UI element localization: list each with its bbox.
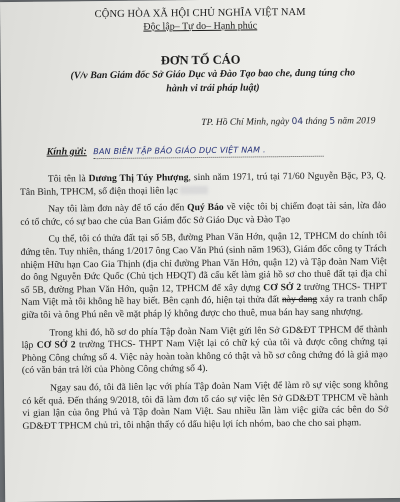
- p1-text-b: , sinh năm 1971, trú tại 71/60 Nguyễn Bặc, P3, Q. Tân Bình, TPHCM, số điện thoại liên lạc: [19, 170, 386, 198]
- p4-text-b: trường THCS- THPT Nam Việt lại có chữ ký của tôi và được công chứng tại Phòng Công chứng số 4. Việc này hoàn toàn không có thật và hồ sơ công chứng đó là giả mạo (có văn bản trả lời của Phòng Công chứng số 4).: [21, 336, 388, 377]
- paragraph-1: [20, 170, 386, 199]
- p3-text-c: xảy ra tranh chấp giữa tôi và ông Phú nên về mặt pháp lý không được cho thuê, mua bán hay sang nhượng.: [21, 293, 388, 321]
- motto-text: Độc lập– Tự do– Hạnh phúc: [143, 20, 258, 33]
- document-body: [20, 170, 389, 438]
- paragraph-4: [21, 324, 388, 378]
- date-line: [201, 116, 375, 128]
- date-month: 5: [329, 116, 336, 127]
- recipient-handwritten: BAN BIÊN TẬP BÁO GIÁO DỤC VIỆT NAM .: [93, 145, 266, 157]
- p2-bold: Quý Báo: [187, 201, 224, 214]
- redacted-phone: [180, 186, 208, 194]
- date-month-label: tháng: [305, 116, 328, 127]
- document-subtitle: (V/v Ban Giám đốc Sở Giáo Dục và Đào Tạo bao che, dung túng cho hành vi trái pháp luật): [70, 67, 356, 95]
- date-day: 04: [291, 116, 304, 128]
- paragraph-3: [20, 230, 387, 322]
- complainant-name: Dương Thị Túy Phượng: [88, 172, 189, 185]
- motto: [0, 19, 400, 34]
- date-year: năm 2019: [337, 116, 376, 127]
- recipient-label: Kính gửi:: [46, 146, 87, 158]
- p2-text-a: Nay tôi làm đơn này để tố cáo đến: [48, 202, 185, 215]
- date-prefix: TP. Hồ Chí Minh, ngày: [201, 117, 290, 128]
- recipient-line: [47, 144, 266, 157]
- p3-text-a: Cụ thể, tôi có thửa đất tại số 5B, đường Phan Văn Hớn, quận 12, TPHCM do chính tôi đứng tên. Tuy nhiên, tháng 1/2017 ông Cao Văn Phú (sinh năm 1963), Giám đốc công ty Trách nhiệm Hữu hạn Cao Gia Thịnh (địa chỉ đường Phan Văn Hớn, quận 12) và Tập đoàn Nam Việt do ông Nguyễn Đức Quốc (Chủ tịch HĐQT) đã cấu kết làm giả hồ sơ cho thuê đất tại địa chỉ số 5B, đường Phan Văn Hớn, quận 12, TPHCM để xây dựng: [20, 230, 387, 296]
- p3-text-b: trường THCS- THPT Nam Việt mà tôi không hề hay biết. Bên cạnh đó, hiện tại thửa đất: [21, 280, 388, 309]
- p1-text-a: Tôi tên là: [47, 173, 86, 185]
- document-title: ĐƠN TỐ CÁO: [160, 52, 241, 68]
- paragraph-5: Ngay sau đó, tôi đã liên lạc với phía Tập đoàn Nam Việt để làm rõ sự việc song không có kết quả. Đến tháng 9/2018, tôi đã làm đơn tố cáo sự việc lên Sở GD&ĐT TPHCM về hành vi gian lận của ông Phú và Tập đoàn Nam Việt. Sau nhiều lần làm việc giữa các bên do Sở GD&ĐT TPHCM chủ trì, tôi nhận thấy có dấu hiệu lợi ích nhóm, bao che cho sai phạm.: [22, 378, 389, 432]
- p3-crossed: này đang: [281, 294, 318, 306]
- p4-text-a: Trong khi đó, hồ sơ do phía Tập đoàn Nam Việt gửi lên Sở GD&ĐT TPHCM để thành lập: [21, 323, 388, 352]
- paragraph-2: [20, 200, 386, 229]
- p3-bold: CƠ SỞ 2: [263, 281, 302, 294]
- p2-text-b: về việc tôi bị chiếm đoạt tài sản, lừa đảo có tổ chức, có sự bao che của Ban Giám đốc Sở Giáo Dục và Đào Tạo: [20, 200, 387, 228]
- p4-bold: CƠ SỞ 2: [36, 339, 76, 351]
- national-header: CỘNG HÒA XÃ HỘI CHỦ NGHĨA VIỆT NAM: [94, 6, 306, 21]
